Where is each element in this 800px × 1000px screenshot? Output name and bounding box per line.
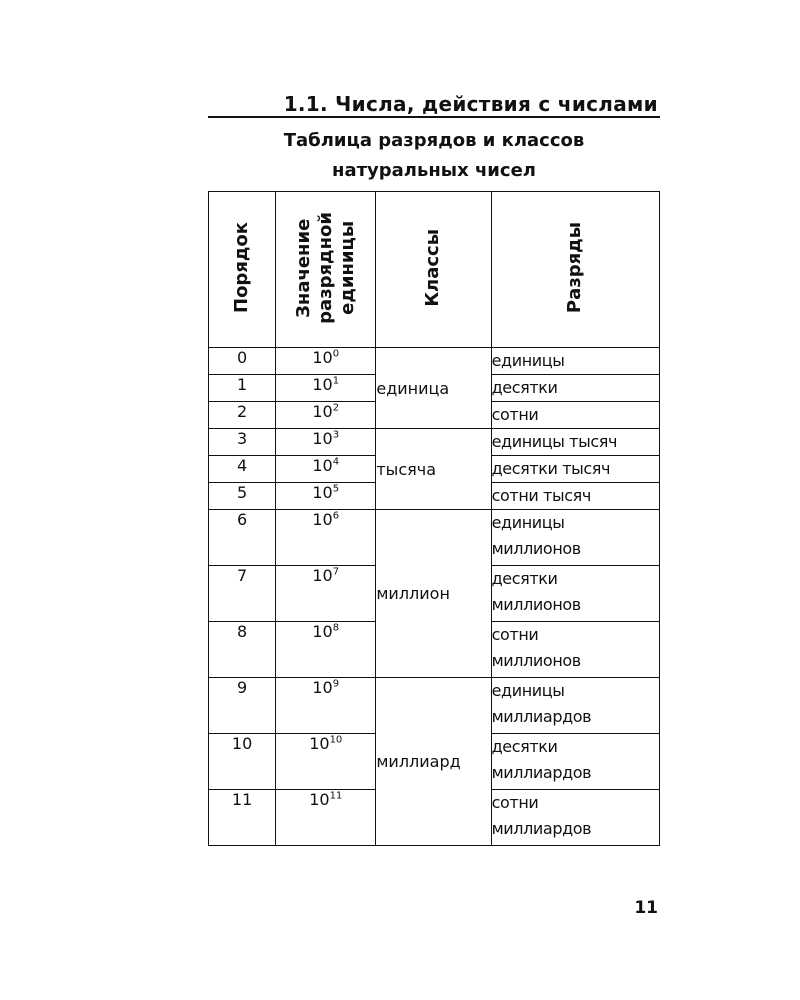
value-base: 10 (312, 402, 333, 421)
value-cell (276, 375, 376, 402)
order-cell: 7 (209, 566, 276, 622)
order-cell: 11 (209, 790, 276, 846)
table-caption (208, 126, 660, 186)
rank-line-2: миллиардов (491, 707, 592, 726)
order-cell: 5 (209, 483, 276, 510)
value-cell (276, 456, 376, 483)
table-caption-line-1: Таблица разрядов и классов (283, 130, 585, 151)
header-ranks: Разряды (564, 221, 586, 314)
class-cell: миллиард (376, 678, 491, 846)
order-cell: 9 (209, 678, 276, 734)
order-cell: 0 (209, 348, 276, 375)
header-rule (208, 116, 660, 118)
rank-line-2: миллионов (491, 595, 581, 614)
value-base: 10 (312, 678, 333, 697)
value-cell (276, 622, 376, 678)
rank-cell (491, 566, 659, 622)
rank-cell: десятки (491, 375, 659, 402)
value-exponent: 8 (332, 622, 340, 634)
header-value-line-1: Значение (292, 217, 314, 318)
value-base: 10 (312, 622, 333, 641)
table-row (209, 348, 660, 375)
value-exponent: 7 (332, 566, 340, 578)
value-cell (276, 429, 376, 456)
value-base: 10 (312, 483, 333, 502)
value-exponent: 5 (332, 483, 340, 495)
value-base: 10 (309, 734, 330, 753)
table-row (209, 429, 660, 456)
rank-line-1: сотни (491, 793, 539, 812)
value-exponent: 9 (332, 678, 340, 690)
header-value (293, 212, 359, 324)
value-base: 10 (312, 429, 333, 448)
rank-cell (491, 790, 659, 846)
rank-line-1: единицы (491, 681, 565, 700)
table-caption-line-2: натуральных чисел (332, 160, 536, 181)
rank-line-1: десятки (491, 737, 558, 756)
rank-line-1: сотни (491, 625, 539, 644)
place-value-table (208, 191, 660, 846)
value-cell (276, 566, 376, 622)
rank-line-2: миллиардов (491, 763, 592, 782)
header-classes: Классы (422, 228, 444, 307)
class-cell: тысяча (376, 429, 491, 510)
order-cell: 6 (209, 510, 276, 566)
value-exponent: 2 (332, 402, 340, 414)
value-base: 10 (312, 456, 333, 475)
table-row (209, 678, 660, 734)
order-cell: 4 (209, 456, 276, 483)
value-cell (276, 734, 376, 790)
header-order-cell (209, 192, 276, 348)
rank-line-2: миллионов (491, 539, 581, 558)
rank-line-2: миллиардов (491, 819, 592, 838)
value-exponent: 0 (332, 348, 340, 360)
value-exponent: 4 (332, 456, 340, 468)
rank-cell: сотни (491, 402, 659, 429)
value-exponent: 10 (329, 734, 343, 746)
rank-cell (491, 734, 659, 790)
order-cell: 1 (209, 375, 276, 402)
running-header-title: 1.1. Числа, действия с числами (283, 92, 658, 116)
order-cell: 8 (209, 622, 276, 678)
value-base: 10 (309, 790, 330, 809)
header-value-line-3: единицы (336, 220, 358, 315)
rank-cell: сотни тысяч (491, 483, 659, 510)
value-cell (276, 678, 376, 734)
value-exponent: 11 (329, 790, 343, 802)
value-exponent: 3 (332, 429, 340, 441)
value-exponent: 1 (332, 375, 340, 387)
rank-cell (491, 678, 659, 734)
value-cell (276, 790, 376, 846)
value-cell (276, 402, 376, 429)
value-base: 10 (312, 348, 333, 367)
value-base: 10 (312, 566, 333, 585)
value-base: 10 (312, 510, 333, 529)
header-value-cell (276, 192, 376, 348)
rank-line-1: десятки (491, 569, 558, 588)
header-classes-cell (376, 192, 491, 348)
class-cell: миллион (376, 510, 491, 678)
value-cell (276, 483, 376, 510)
header-order: Порядок (231, 222, 253, 313)
value-cell (276, 348, 376, 375)
table-row (209, 510, 660, 566)
class-cell: единица (376, 348, 491, 429)
value-cell (276, 510, 376, 566)
order-cell: 10 (209, 734, 276, 790)
header-ranks-cell (491, 192, 659, 348)
rank-line-1: единицы (491, 513, 565, 532)
rank-cell (491, 622, 659, 678)
rank-line-2: миллионов (491, 651, 581, 670)
value-base: 10 (312, 375, 333, 394)
value-exponent: 6 (332, 510, 340, 522)
header-value-line-2: разрядной (314, 211, 336, 324)
table-header-row (209, 192, 660, 348)
rank-cell: единицы (491, 348, 659, 375)
rank-cell: единицы тысяч (491, 429, 659, 456)
rank-cell: десятки тысяч (491, 456, 659, 483)
order-cell: 3 (209, 429, 276, 456)
order-cell: 2 (209, 402, 276, 429)
rank-cell (491, 510, 659, 566)
page-number: 11 (634, 898, 658, 918)
